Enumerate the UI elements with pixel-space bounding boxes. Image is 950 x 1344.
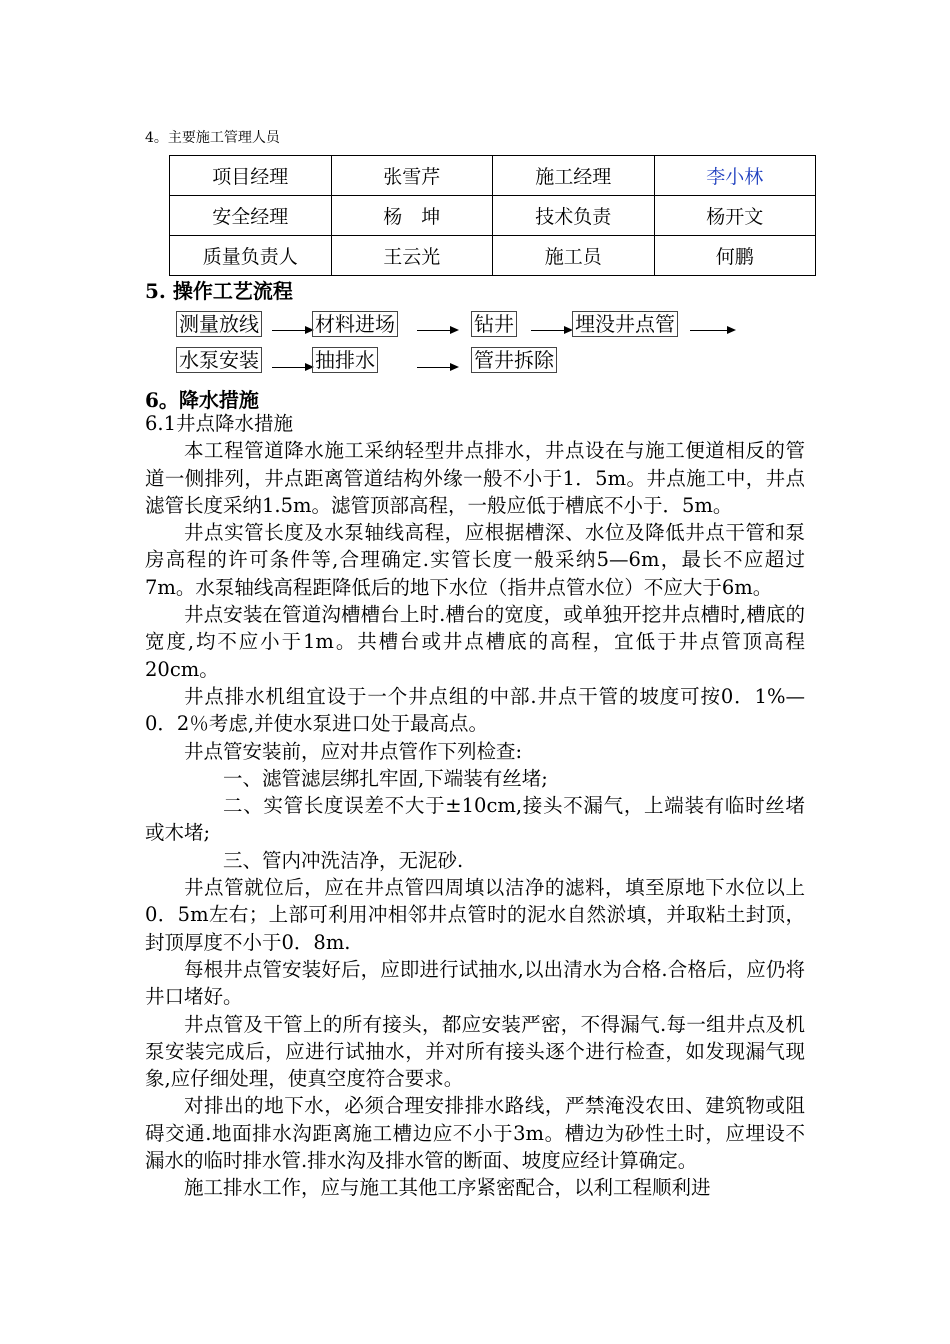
section-5-heading: 5. 操作工艺流程 [145,279,293,303]
flow-step: 管井拆除 [471,347,557,373]
paragraph: 井点安装在管道沟槽槽台上时.槽台的宽度，或单独开挖井点槽时,槽底的宽度,均不应小于1m。共槽台或井点槽底的高程，宜低于井点管顶高程20cm。 [145,603,805,681]
paragraph: 井点管就位后，应在井点管四周填以洁净的滤料，填至原地下水位以上0．5m左右；上部可利用冲相邻井点管时的泥水自然淤填，并取粘土封顶，封顶厚度不小于0．8m. [145,876,805,954]
staff-table [169,155,816,276]
table-cell: 张雪芹 [331,156,493,196]
paragraph: 施工排水工作，应与施工其他工序紧密配合，以利工程顺利进 [184,1176,711,1200]
flow-step: 材料进场 [312,311,398,337]
table-cell: 王云光 [331,236,493,276]
paragraph: 对排出的地下水，必须合理安排排水路线，严禁淹没农田、建筑物或阻碍交通.地面排水沟距离施工槽边应不小于3m。槽边为砂性土时，应埋设不漏水的临时排水管.排水沟及排水管的断面、坡度应经计算确定。 [145,1094,805,1173]
paragraph: 井点管及干管上的所有接头，都应安装严密，不得漏气.每一组井点及机泵安装完成后，应进行试抽水，并对所有接头逐个进行检查，如发现漏气现象,应仔细处理，使真空度符合要求。 [145,1012,805,1091]
flow-arrow [417,367,457,368]
table-row [170,196,816,236]
flow-step: 抽排水 [312,347,378,373]
flow-step: 测量放线 [176,311,262,337]
paragraph: 本工程管道降水施工采纳轻型井点排水，井点设在与施工便道相反的管道一侧排列，井点距离管道结构外缘一般不小于1．5m。井点施工中，井点滤管长度采纳1.5m。滤管顶部高程，一般应低于槽底不小于．5m。 [145,439,805,517]
table-cell: 施工员 [493,236,655,276]
flow-step: 水泵安装 [176,347,262,373]
flow-arrow [690,330,734,331]
flow-arrow [272,367,312,368]
table-cell: 安全经理 [170,196,332,236]
table-row [170,156,816,196]
paragraph: 井点实管长度及水泵轴线高程，应根据槽深、水位及降低井点干管和泵房高程的许可条件等,合理确定.实管长度一般采纳5—6m，最长不应超过7m。水泵轴线高程距降低后的地下水位（指井点管水位）不应大于6m。 [145,521,805,599]
table-cell: 杨 坤 [331,196,493,236]
flow-step: 钻井 [471,311,517,337]
flow-arrow [417,330,457,331]
table-cell: 项目经理 [170,156,332,196]
section-6-heading: 6。降水措施 [145,388,259,412]
flow-arrow [531,330,571,331]
list-item: 一、滤管滤层绑扎牢固,下端装有丝堵; [223,766,548,790]
section-6-body [145,410,805,1202]
flow-step: 埋没井点管 [572,311,678,337]
list-item: 三、管内冲洗洁净，无泥砂. [223,848,464,872]
flow-arrow [272,330,312,331]
table-cell: 施工经理 [493,156,655,196]
table-cell: 杨开文 [654,196,816,236]
table-cell: 何鹏 [654,236,816,276]
section-4-heading: 4。主要施工管理人员 [145,130,280,146]
list-item: 二、实管长度误差不大于±10cm,接头不漏气，上端装有临时丝堵或木堵; [145,794,805,845]
table-cell-highlighted: 李小林 [654,156,816,196]
table-cell: 技术负责 [493,196,655,236]
table-cell: 质量负责人 [170,236,332,276]
paragraph: 井点排水机组宜设于一个井点组的中部.井点干管的坡度可按0．1%—0．2％考虑,并使水泵进口处于最高点。 [145,684,805,736]
subsection-heading: 6.1井点降水措施 [145,412,294,435]
paragraph: 每根井点管安装好后，应即进行试抽水,以出清水为合格.合格后，应仍将井口堵好。 [145,957,805,1009]
table-row [170,236,816,276]
paragraph: 井点管安装前，应对井点管作下列检查: [184,739,523,763]
